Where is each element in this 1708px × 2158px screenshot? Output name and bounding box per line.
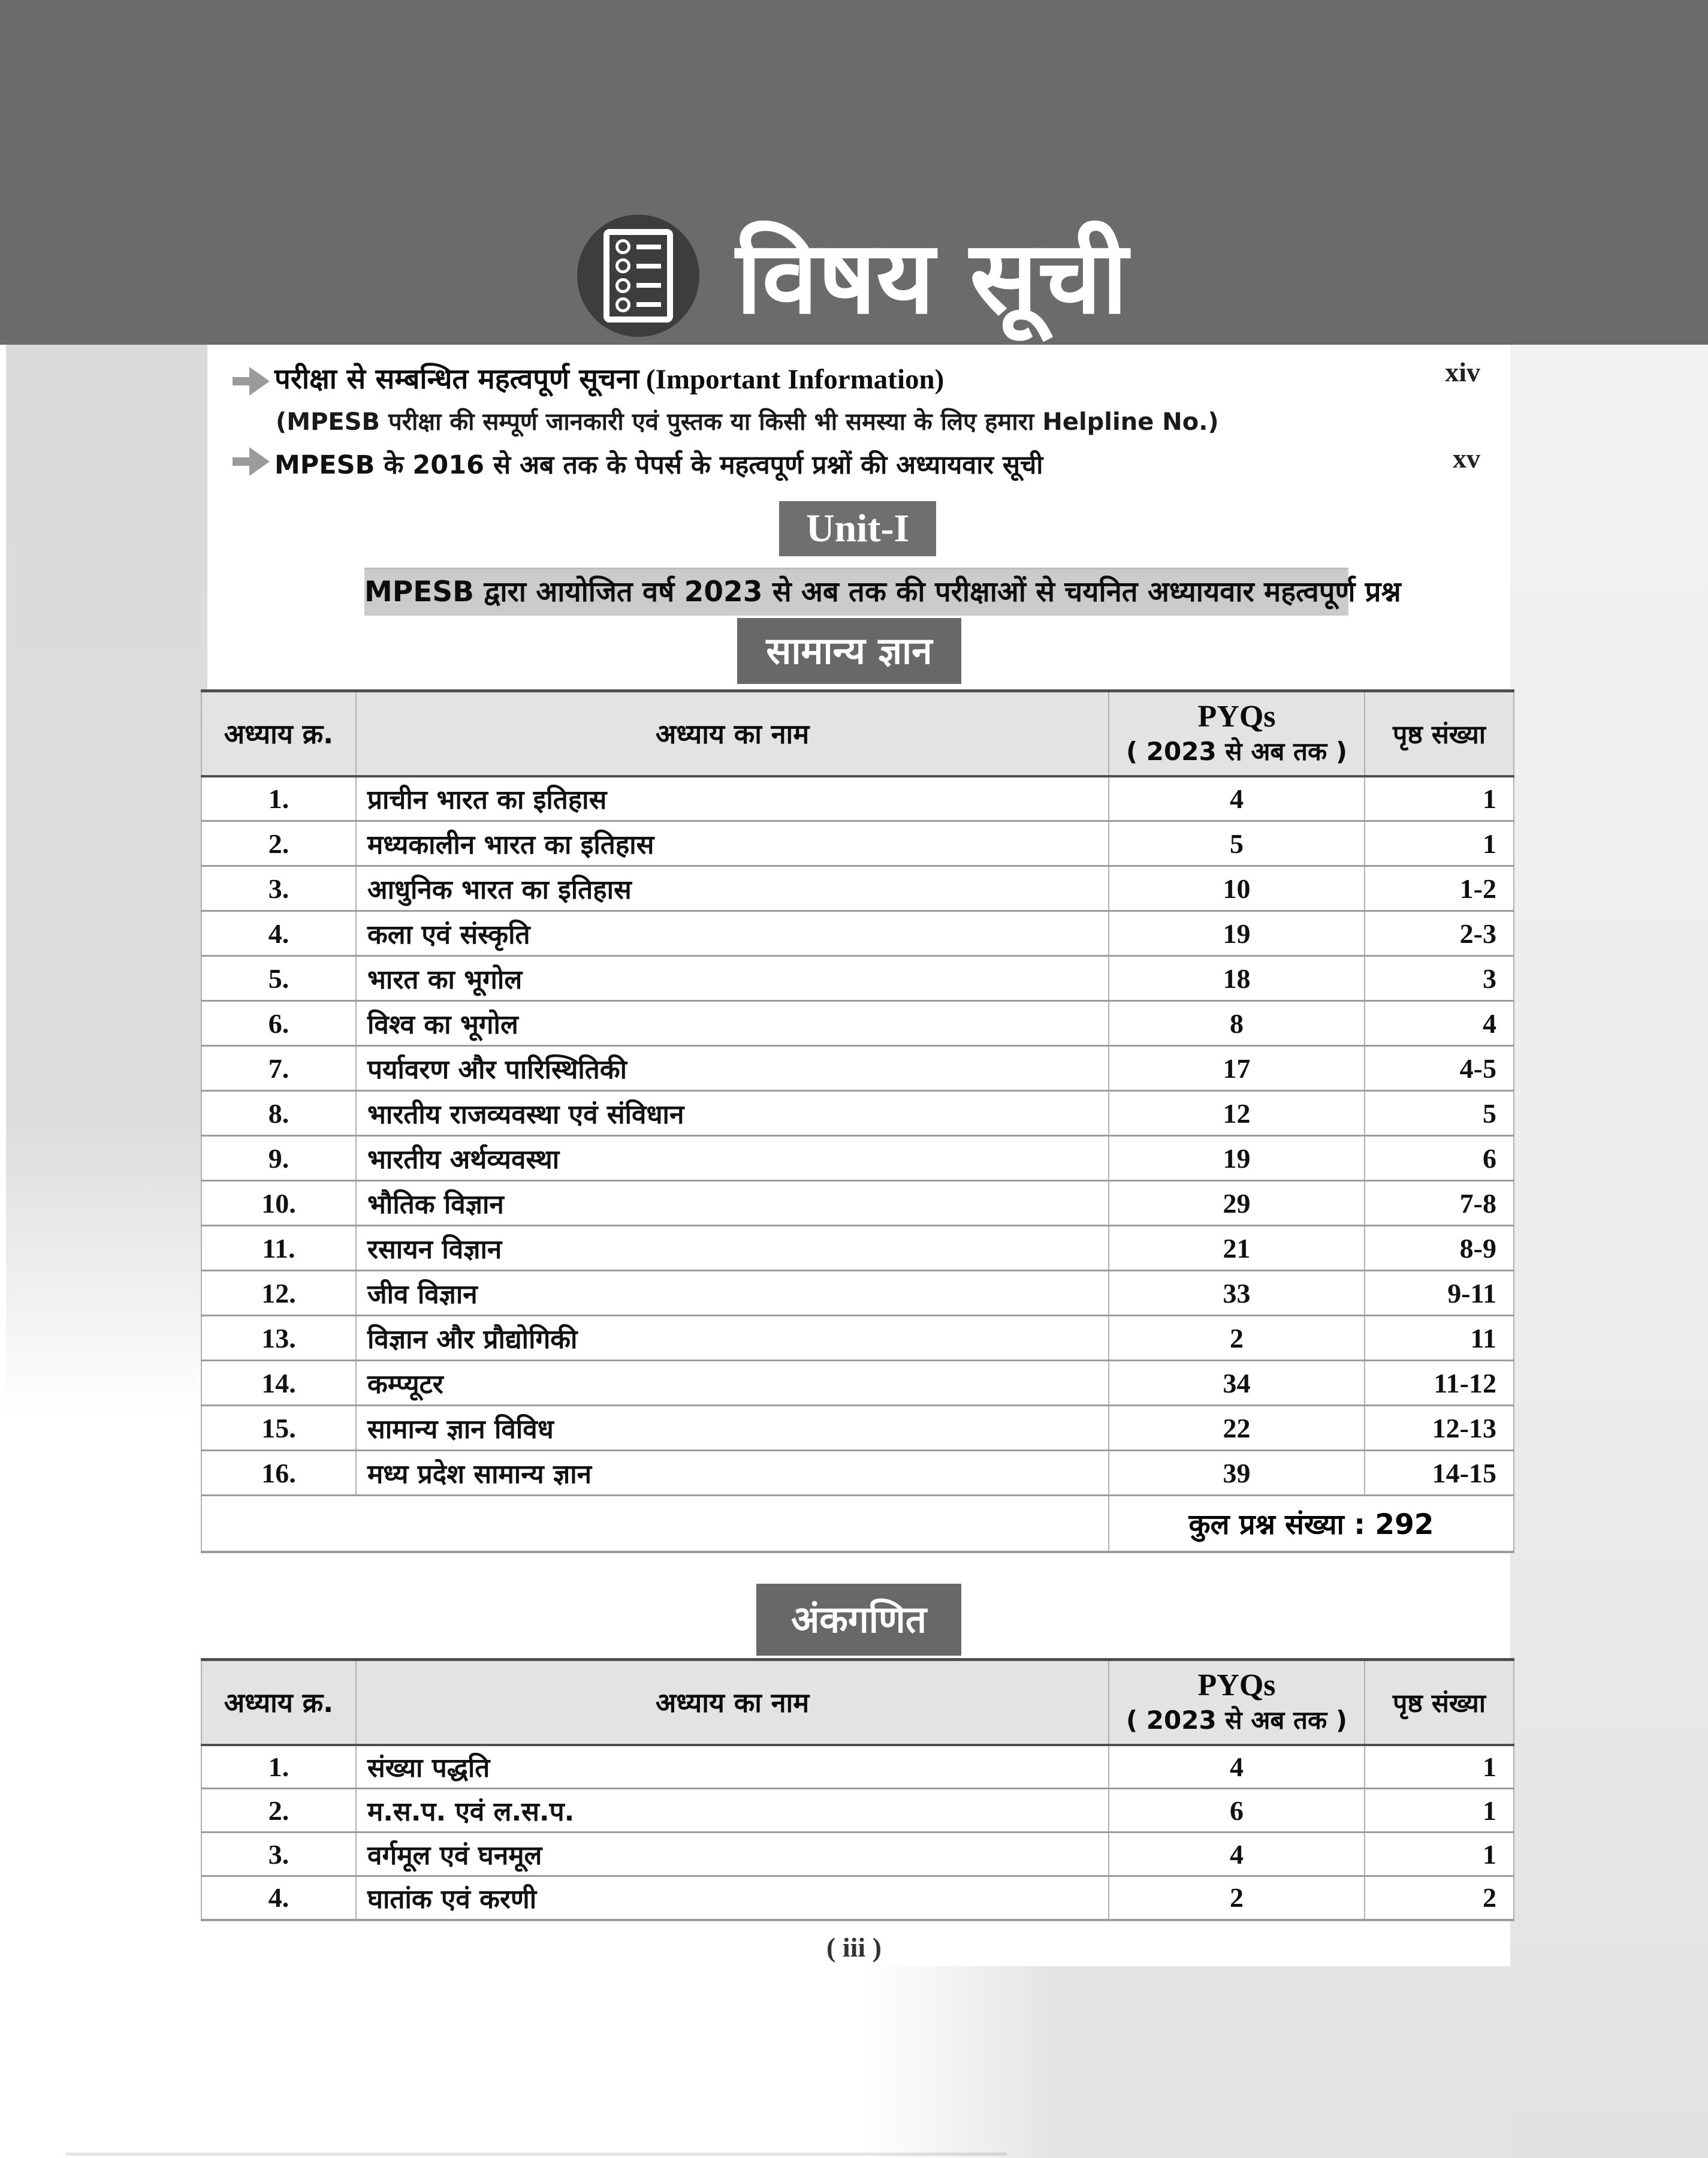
page-range: 1	[1365, 821, 1514, 866]
arrow-bullet-icon	[233, 367, 270, 396]
pyq-count: 21	[1109, 1226, 1365, 1271]
page-range: 3	[1365, 956, 1514, 1001]
scan-margin-right	[1510, 345, 1708, 2158]
chapter-number: 15.	[201, 1406, 356, 1451]
chapter-number: 9.	[201, 1136, 356, 1181]
col-header-pyqs	[1109, 691, 1365, 776]
chapter-name: घातांक एवं करणी	[356, 1876, 1109, 1920]
table-row	[201, 1406, 1514, 1451]
chapter-name: भारत का भूगोल	[356, 956, 1109, 1001]
table-row	[201, 1181, 1514, 1226]
arrow-bullet-icon	[233, 447, 270, 476]
chapter-name: प्राचीन भारत का इतिहास	[356, 776, 1109, 821]
page-range: 4	[1365, 1001, 1514, 1046]
chapter-name: विश्व का भूगोल	[356, 1001, 1109, 1046]
pyq-count: 2	[1109, 1316, 1365, 1361]
toc-entry-page-number: xv	[1453, 443, 1480, 474]
table-row	[201, 1226, 1514, 1271]
page-range: 1	[1365, 1833, 1514, 1876]
chapter-name: भौतिक विज्ञान	[356, 1181, 1109, 1226]
table-row	[201, 1833, 1514, 1876]
chapter-number: 6.	[201, 1001, 356, 1046]
page-range: 6	[1365, 1136, 1514, 1181]
chapter-number: 3.	[201, 1833, 356, 1876]
pyqs-label: PYQs	[1197, 1668, 1276, 1702]
chapter-number: 8.	[201, 1091, 356, 1136]
chapter-number: 1.	[201, 1745, 356, 1789]
page-range: 1	[1365, 1745, 1514, 1789]
pyq-count: 34	[1109, 1361, 1365, 1406]
pyq-count: 17	[1109, 1046, 1365, 1091]
chapter-name: वर्गमूल एवं घनमूल	[356, 1833, 1109, 1876]
page-range: 1-2	[1365, 866, 1514, 911]
chapter-name: पर्यावरण और पारिस्थितिकी	[356, 1046, 1109, 1091]
col-header-page-no: पृष्ठ संख्या	[1365, 1660, 1514, 1745]
pyq-count: 6	[1109, 1789, 1365, 1833]
chapter-name: भारतीय अर्थव्यवस्था	[356, 1136, 1109, 1181]
col-header-pyqs	[1109, 1660, 1365, 1745]
pyq-count: 8	[1109, 1001, 1365, 1046]
pyq-count: 2	[1109, 1876, 1365, 1920]
chapter-name: संख्या पद्धति	[356, 1745, 1109, 1789]
pyqs-sublabel: ( 2023 से अब तक )	[1125, 1705, 1348, 1735]
chapter-name: मध्यकालीन भारत का इतिहास	[356, 821, 1109, 866]
pyq-count: 19	[1109, 1136, 1365, 1181]
page-range: 2	[1365, 1876, 1514, 1920]
toc-entry-papers-list: MPESB के 2016 से अब तक के पेपर्स के महत्वपूर्ण प्रश्नों की अध्यायवार सूची	[274, 450, 1043, 480]
chapter-number: 10.	[201, 1181, 356, 1226]
pyqs-sublabel: ( 2023 से अब तक )	[1125, 736, 1348, 766]
table-row	[201, 866, 1514, 911]
table-row	[201, 821, 1514, 866]
table-row	[201, 1745, 1514, 1789]
page-title: विषय सूची	[736, 219, 1128, 336]
chapter-name: म.स.प. एवं ल.स.प.	[356, 1789, 1109, 1833]
page-range: 2-3	[1365, 911, 1514, 956]
pyq-count: 4	[1109, 1833, 1365, 1876]
page-range: 1	[1365, 776, 1514, 821]
table-row	[201, 1271, 1514, 1316]
pyq-count: 29	[1109, 1181, 1365, 1226]
page-range: 12-13	[1365, 1406, 1514, 1451]
pyqs-label: PYQs	[1197, 699, 1276, 734]
table-row	[201, 1876, 1514, 1920]
chapter-number: 2.	[201, 821, 356, 866]
chapter-number: 16.	[201, 1451, 356, 1496]
page-range: 8-9	[1365, 1226, 1514, 1271]
chapter-name: कला एवं संस्कृति	[356, 911, 1109, 956]
chapter-name: सामान्य ज्ञान विविध	[356, 1406, 1109, 1451]
col-header-chapter-name: अध्याय का नाम	[356, 1660, 1109, 1745]
toc-entry-note: (MPESB परीक्षा की सम्पूर्ण जानकारी एवं पुस्तक या किसी भी समस्या के लिए हमारा Helpline No.)	[276, 408, 1219, 436]
col-header-chapter-no: अध्याय क्र.	[201, 1660, 356, 1745]
chapter-name: कम्प्यूटर	[356, 1361, 1109, 1406]
table-header-row	[201, 1660, 1514, 1745]
page-range: 14-15	[1365, 1451, 1514, 1496]
unit-heading: Unit-I	[779, 501, 936, 556]
chapter-number: 2.	[201, 1789, 356, 1833]
chapter-number: 4.	[201, 911, 356, 956]
chapter-name: विज्ञान और प्रौद्योगिकी	[356, 1316, 1109, 1361]
table-row	[201, 956, 1514, 1001]
page-range: 1	[1365, 1789, 1514, 1833]
col-header-chapter-name: अध्याय का नाम	[356, 691, 1109, 776]
toc-entry-important-info	[274, 358, 944, 397]
chapter-number: 5.	[201, 956, 356, 1001]
chapter-number: 1.	[201, 776, 356, 821]
title-band	[0, 0, 1708, 345]
table-row	[201, 1091, 1514, 1136]
pyq-count: 12	[1109, 1091, 1365, 1136]
table-total-row	[201, 1496, 1514, 1552]
toc-table-arithmetic	[201, 1658, 1514, 1921]
pyq-count: 19	[1109, 911, 1365, 956]
chapter-name: जीव विज्ञान	[356, 1271, 1109, 1316]
table-row	[201, 1451, 1514, 1496]
page-range: 7-8	[1365, 1181, 1514, 1226]
table-row	[201, 1361, 1514, 1406]
scan-smudge-bottom	[863, 1966, 1510, 2158]
section-heading-general-knowledge: सामान्य ज्ञान	[737, 618, 961, 684]
chapter-name: रसायन विज्ञान	[356, 1226, 1109, 1271]
page-range: 5	[1365, 1091, 1514, 1136]
chapter-number: 12.	[201, 1271, 356, 1316]
table-header-row	[201, 691, 1514, 776]
scan-smudge-left	[6, 345, 207, 1418]
table-row	[201, 911, 1514, 956]
chapter-name: मध्य प्रदेश सामान्य ज्ञान	[356, 1451, 1109, 1496]
chapter-number: 11.	[201, 1226, 356, 1271]
pyq-count: 22	[1109, 1406, 1365, 1451]
total-questions-label: कुल प्रश्न संख्या : 292	[1109, 1496, 1514, 1552]
scan-edge-line	[66, 2153, 1007, 2156]
toc-table-general-knowledge	[201, 689, 1514, 1553]
pyq-count: 39	[1109, 1451, 1365, 1496]
chapter-name: आधुनिक भारत का इतिहास	[356, 866, 1109, 911]
page-range: 11-12	[1365, 1361, 1514, 1406]
page-range: 9-11	[1365, 1271, 1514, 1316]
list-icon	[603, 229, 673, 323]
table-row	[201, 1046, 1514, 1091]
chapter-number: 13.	[201, 1316, 356, 1361]
pyq-count: 18	[1109, 956, 1365, 1001]
table-row	[201, 1316, 1514, 1361]
pyq-count: 4	[1109, 1745, 1365, 1789]
total-row-empty-cell	[201, 1496, 1109, 1552]
chapter-number: 14.	[201, 1361, 356, 1406]
unit-subtitle: MPESB द्वारा आयोजित वर्ष 2023 से अब तक की परीक्षाओं से चयनित अध्यायवार महत्वपूर्ण प्रश्न	[364, 568, 1348, 616]
toc-entry-label: परीक्षा से सम्बन्धित महत्वपूर्ण सूचना	[274, 363, 639, 396]
pyq-count: 5	[1109, 821, 1365, 866]
table-row	[201, 1001, 1514, 1046]
table-row	[201, 1136, 1514, 1181]
page-range: 4-5	[1365, 1046, 1514, 1091]
chapter-name: भारतीय राजव्यवस्था एवं संविधान	[356, 1091, 1109, 1136]
table-row	[201, 776, 1514, 821]
pyq-count: 33	[1109, 1271, 1365, 1316]
chapter-number: 3.	[201, 866, 356, 911]
col-header-chapter-no: अध्याय क्र.	[201, 691, 356, 776]
table-row	[201, 1789, 1514, 1833]
toc-entry-page-number: xiv	[1445, 357, 1480, 387]
chapter-number: 4.	[201, 1876, 356, 1920]
pyq-count: 10	[1109, 866, 1365, 911]
pyq-count: 4	[1109, 776, 1365, 821]
page-range: 11	[1365, 1316, 1514, 1361]
section-heading-arithmetic: अंकगणित	[756, 1584, 961, 1656]
toc-entry-label-en: (Important Information)	[639, 364, 944, 395]
col-header-page-no: पृष्ठ संख्या	[1365, 691, 1514, 776]
chapter-number: 7.	[201, 1046, 356, 1091]
toc-badge	[577, 215, 699, 337]
folio-page-number: ( iii )	[826, 1932, 882, 1963]
